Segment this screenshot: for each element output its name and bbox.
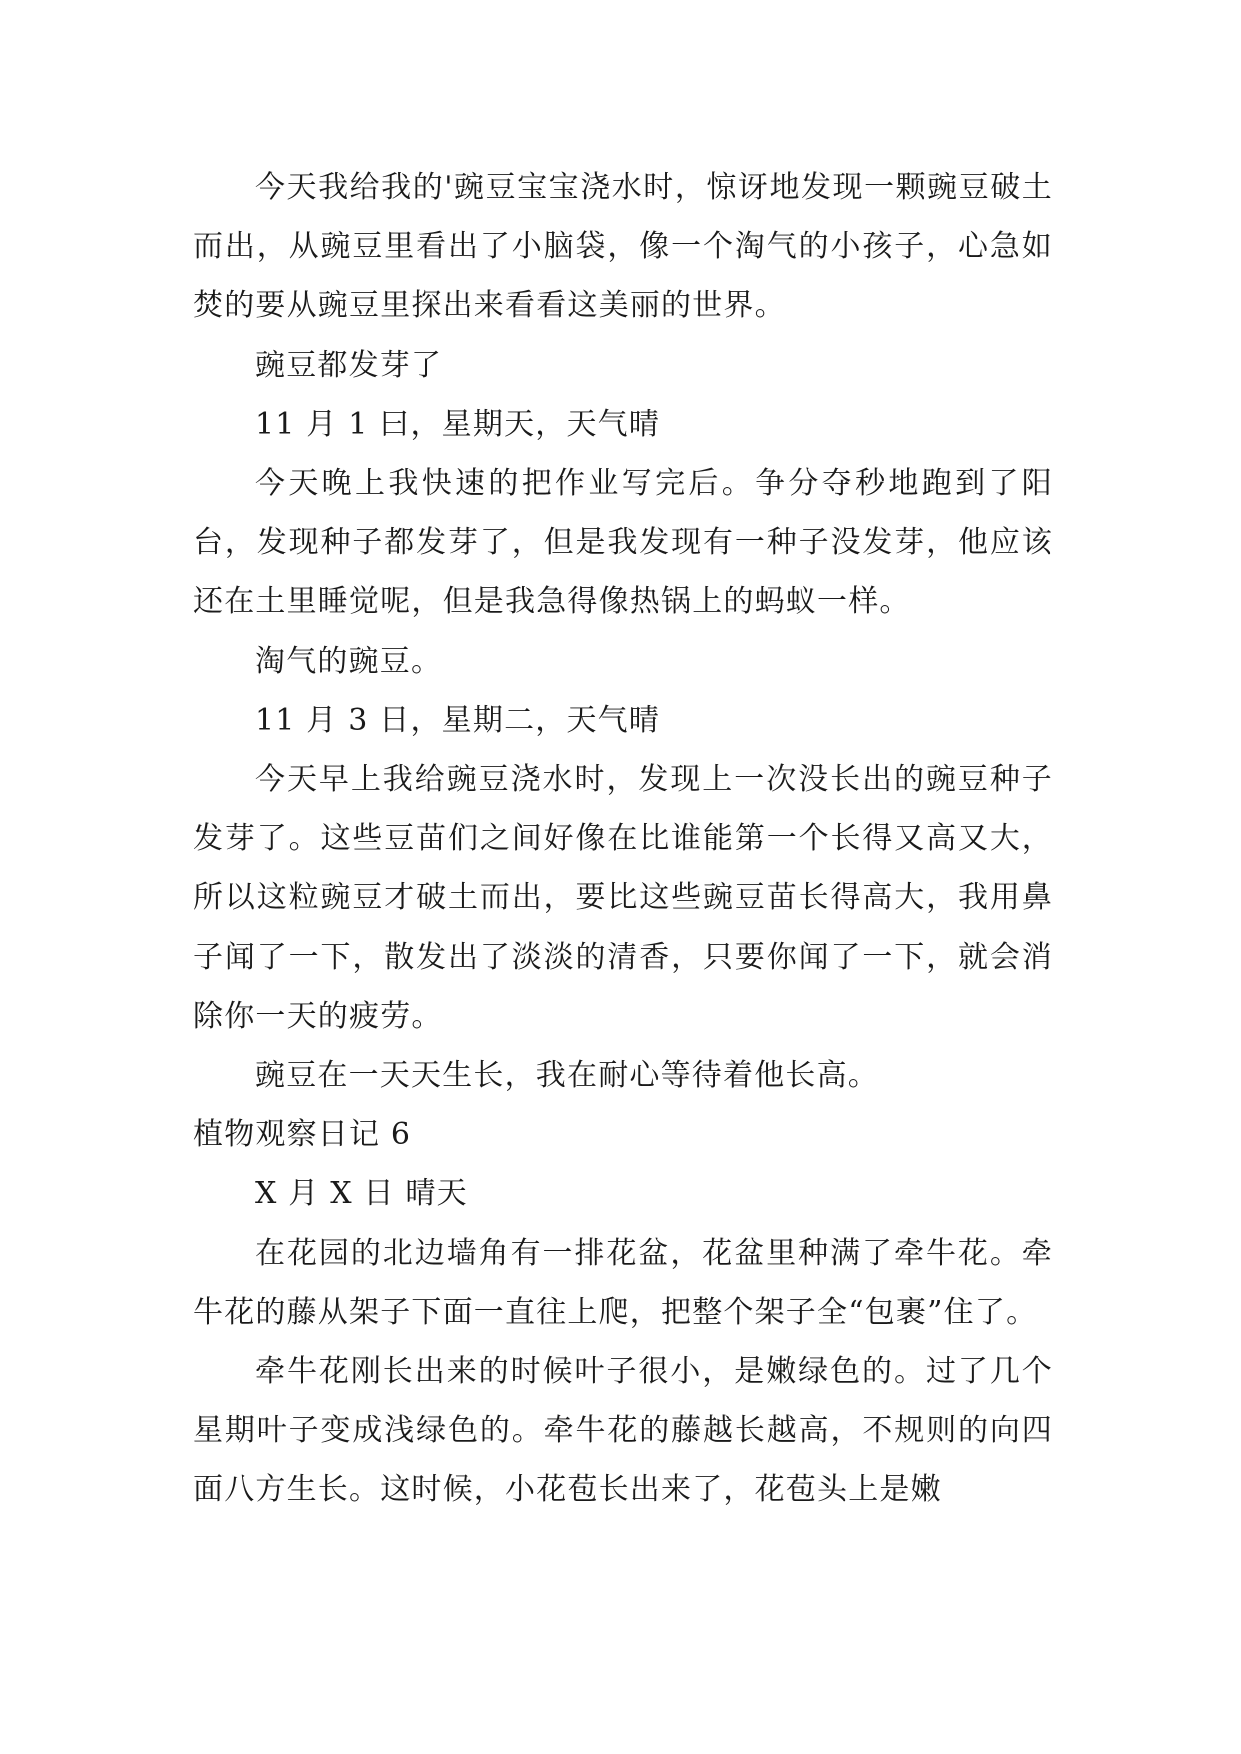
document-body <box>193 158 1053 1520</box>
paragraph-morning-glory-pots: 在花园的北边墙角有一排花盆，花盆里种满了牵牛花。牵牛花的藤从架子下面一直往上爬，把整个架子全“包裹”住了。 <box>193 1235 1053 1330</box>
subheading-all-sprouted: 豌豆都发芽了 <box>255 347 443 383</box>
section-title-diary-6: 植物观察日记 6 <box>193 1117 412 1153</box>
paragraph-pea-sprout: 今天我给我的'豌豆宝宝浇水时，惊讶地发现一颗豌豆破土而出，从豌豆里看出了小脑袋，像一个淘气的小孩子，心急如焚的要从豌豆里探出来看看这美丽的世界。 <box>193 170 1053 324</box>
subheading-naughty-pea: 淘气的豌豆。 <box>255 643 443 679</box>
date-line-nov-1: 11 月 1 曰，星期天，天气晴 <box>255 406 661 442</box>
paragraph-evening-balcony: 今天晚上我快速的把作业写完后。争分夺秒地跑到了阳台，发现种子都发芽了，但是我发现有一种子没发芽，他应该还在土里睡觉呢，但是我急得像热锅上的蚂蚁一样。 <box>193 466 1053 620</box>
paragraph-waiting: 豌豆在一天天生长，我在耐心等待着他长高。 <box>255 1058 879 1094</box>
paragraph-morning-glory-growth: 牵牛花刚长出来的时候叶子很小，是嫩绿色的。过了几个星期叶子变成浅绿色的。牵牛花的藤越长越高，不规则的向四面八方生长。这时候，小花苞长出来了，花苞头上是嫩 <box>193 1354 1053 1508</box>
date-line-sunny: X 月 X 日 晴天 <box>255 1176 468 1212</box>
paragraph-morning-watering: 今天早上我给豌豆浇水时，发现上一次没长出的豌豆种子发芽了。这些豆苗们之间好像在比谁能第一个长得又高又大，所以这粒豌豆才破土而出，要比这些豌豆苗长得高大，我用鼻子闻了一下，散发出了淡淡的清香，只要你闻了一下，就会消除你一天的疲劳。 <box>193 762 1053 1034</box>
date-line-nov-3: 11 月 3 日，星期二，天气晴 <box>255 702 661 738</box>
